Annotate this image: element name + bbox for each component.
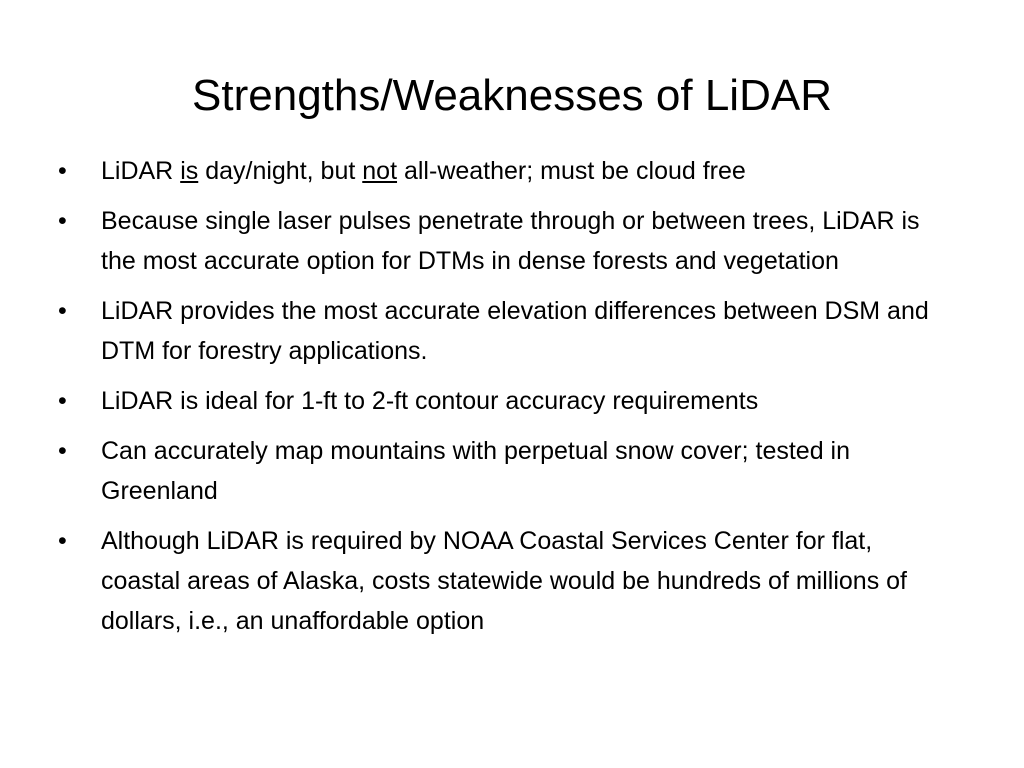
bullet-text-part: day/night, but [198,157,363,185]
bullet-text: LiDAR is ideal for 1-ft to 2-ft contour accuracy requirements [101,387,759,415]
underlined-word-is: is [180,157,199,185]
bullet-marker: • [58,207,67,235]
slide-title: Strengths/Weaknesses of LiDAR [192,71,832,120]
bullet-item-3 [58,291,958,371]
bullet-text: Can accurately map mountains with perpetual snow cover; tested in Greenland [101,437,850,505]
bullet-list [58,151,958,651]
bullet-text: Because single laser pulses penetrate through or between trees, LiDAR is the most accurate option for DTMs in dense forests and vegetation [101,207,920,275]
bullet-item-5 [58,431,958,511]
bullet-text-part: LiDAR [101,157,181,185]
bullet-item-6 [58,521,958,641]
bullet-text-part: all-weather; must be cloud free [397,157,746,185]
bullet-text: LiDAR provides the most accurate elevation differences between DSM and DTM for forestry applications. [101,297,929,365]
bullet-marker: • [58,437,67,465]
bullet-marker: • [58,157,67,185]
bullet-marker: • [58,297,67,325]
underlined-word-not: not [362,157,398,185]
bullet-item-1 [58,151,958,191]
bullet-item-4 [58,381,958,421]
bullet-marker: • [58,387,67,415]
bullet-text: Although LiDAR is required by NOAA Coastal Services Center for flat, coastal areas of Alaska, costs statewide would be hundreds of millions of dollars, i.e., an unaffordable option [101,527,907,635]
bullet-marker: • [58,527,67,555]
bullet-item-2 [58,201,958,281]
